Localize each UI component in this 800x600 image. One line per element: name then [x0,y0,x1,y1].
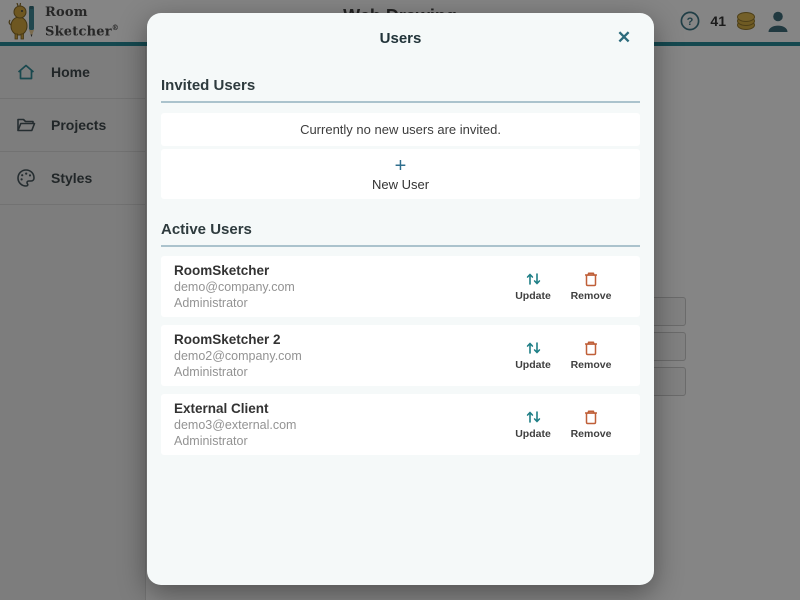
user-role: Administrator [174,434,248,448]
user-role: Administrator [174,296,248,310]
update-arrows-icon [525,340,542,356]
new-user-label: New User [371,176,430,192]
user-role: Administrator [174,365,248,379]
update-user-button[interactable]: Update [508,409,558,440]
update-arrows-icon [525,271,542,287]
remove-user-button[interactable]: Remove [566,271,616,302]
invited-users-heading: Invited Users [161,77,256,94]
update-user-button[interactable]: Update [508,271,558,302]
trash-icon [583,409,599,425]
user-email: demo@company.com [174,280,295,294]
user-name: External Client [174,401,269,416]
new-user-button[interactable] [161,149,640,199]
section-divider [161,245,640,247]
trash-icon [583,271,599,287]
users-dialog [147,13,654,585]
invited-empty-message: Currently no new users are invited. [161,113,640,146]
section-divider [161,101,640,103]
dialog-title: Users [379,30,422,47]
active-users-heading: Active Users [161,221,252,238]
user-name: RoomSketcher [174,263,270,278]
remove-user-button[interactable]: Remove [566,409,616,440]
user-email: demo2@company.com [174,349,302,363]
user-name: RoomSketcher 2 [174,332,281,347]
remove-user-button[interactable]: Remove [566,340,616,371]
update-arrows-icon [525,409,542,425]
user-row [161,394,640,455]
active-users-list [161,256,640,455]
user-row [161,325,640,386]
plus-icon: + [394,154,407,177]
user-row [161,256,640,317]
trash-icon [583,340,599,356]
update-user-button[interactable]: Update [508,340,558,371]
user-email: demo3@external.com [174,418,297,432]
close-icon[interactable]: ✕ [616,28,632,47]
